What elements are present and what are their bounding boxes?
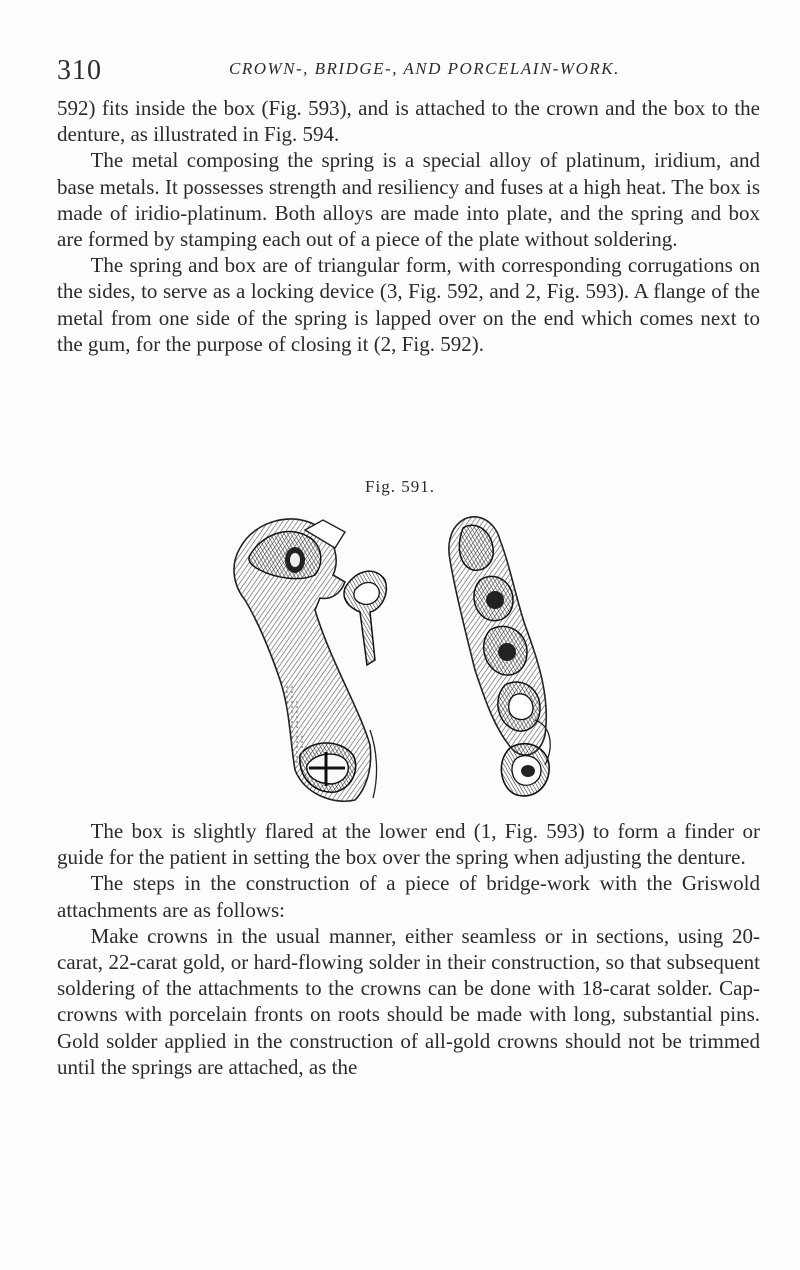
page-number: 310	[57, 55, 102, 86]
paragraph: The steps in the construction of a piece of bridge-work with the Griswold attachments are as follows:	[57, 871, 760, 922]
running-head: CROWN-, BRIDGE-, AND PORCELAIN-WORK.	[229, 59, 620, 78]
page-header	[57, 55, 757, 85]
paragraph: Make crowns in the usual manner, either seamless or in sections, using 20-carat, 22-carat gold, or hard-flowing solder in their construction, so that subsequent soldering of the attachments to the crowns can be done with 18-carat solder. Cap-crowns with porcelain fronts on roots should be made with long, substantial pins. Gold solder applied in the construction of all-gold crowns should not be trimmed until the springs are attached, as the	[57, 923, 760, 1079]
figure-caption: Fig. 591.	[365, 477, 435, 496]
paragraph: 592) fits inside the box (Fig. 593), and is attached to the crown and the box to the denture, as illustrated in Fig. 594.	[57, 96, 760, 147]
paragraph: The metal composing the spring is a special alloy of platinum, iridium, and base metals. It possesses strength and resiliency and fuses at a high heat. The box is made of iridio-platinum. Both alloys are made into plate, and the spring and box are formed by stamping each out of a piece of the plate without soldering.	[57, 148, 760, 252]
text-block-bottom	[57, 818, 760, 1080]
figure-591-illustration	[195, 500, 645, 805]
text-block-top	[57, 95, 760, 357]
right-bridge-piece	[449, 517, 550, 796]
dental-bridge-engraving	[195, 500, 645, 805]
paragraph: The spring and box are of triangular form, with corresponding corrugations on the sides, to serve as a locking device (3, Fig. 592, and 2, Fig. 593). A flange of the metal from one side of the spring is lapped over on the end which comes next to the gum, for the purpose of closing it (2, Fig. 592).	[57, 253, 760, 356]
left-bridge-piece	[234, 519, 377, 801]
spring-attachment	[344, 571, 386, 665]
paragraph: The box is slightly flared at the lower end (1, Fig. 593) to form a finder or guide for the patient in setting the box over the spring when adjusting the denture.	[57, 819, 760, 870]
